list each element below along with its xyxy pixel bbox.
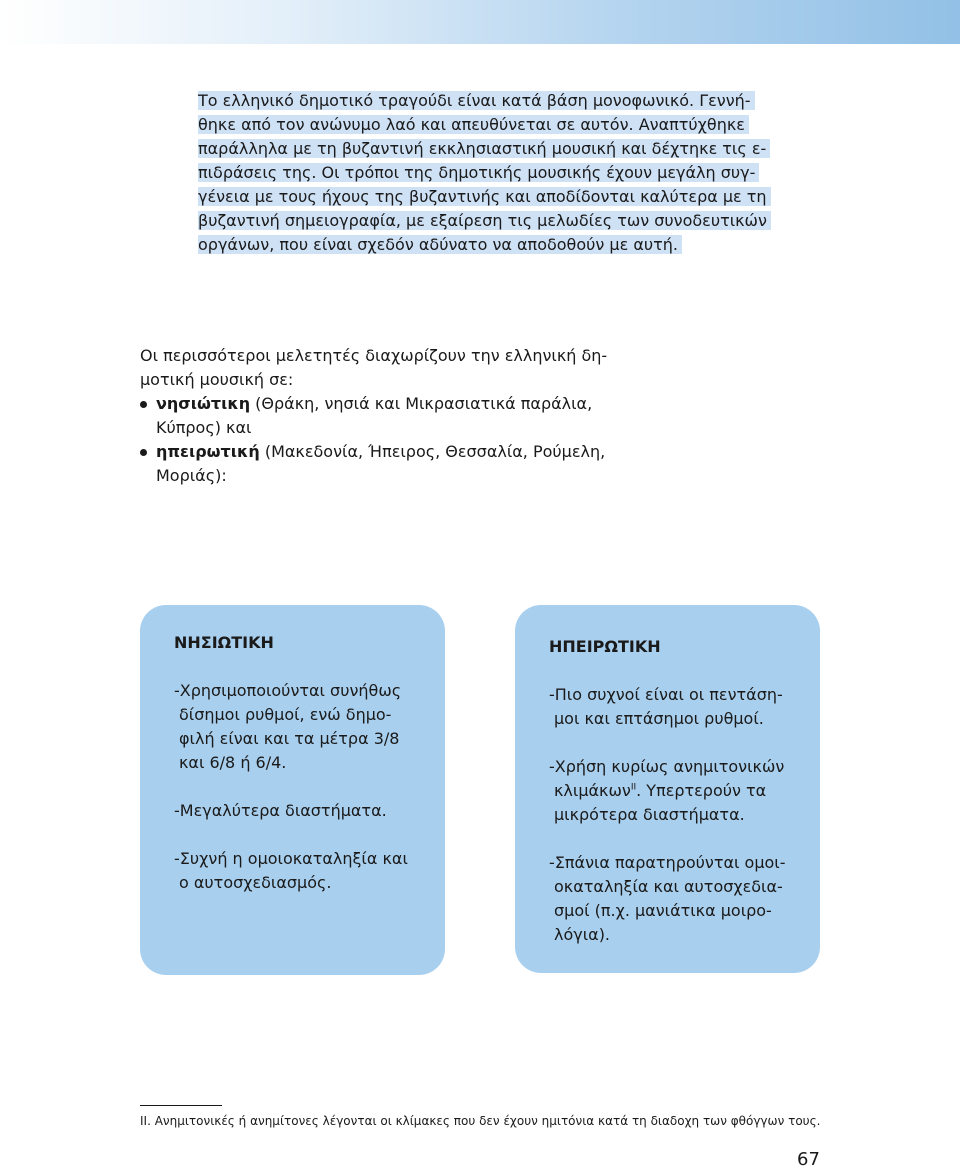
intro-paragraph — [198, 89, 778, 257]
list-item-text: Κύπρος) και — [156, 418, 252, 437]
mainland-music-card — [515, 605, 820, 973]
classification-section — [140, 344, 640, 488]
card-line: -Μεγαλύτερα διαστήματα. — [174, 801, 387, 820]
card-title: ΝΗΣΙΩΤΙΚΗ — [174, 633, 274, 652]
bullet-icon — [140, 449, 147, 456]
header-gradient-bar — [0, 0, 960, 44]
intro-line: θηκε από τον ανώνυμο λαό και απευθύνεται σε αυτόν. Αναπτύχθηκε — [198, 113, 778, 137]
footnote: II. Ανημιτονικές ή ανημίτονες λέγονται οι κλίμακες που δεν έχουν ημιτόνια κατά τη διαδοχη των φθόγγων τους. — [140, 1114, 821, 1128]
list-item — [140, 440, 640, 488]
card-paragraph — [549, 851, 820, 947]
card-line: μικρότερα διαστήματα. — [554, 805, 745, 824]
list-item-line — [156, 392, 640, 416]
card-paragraph — [174, 679, 445, 775]
card-text: κλιμάκων — [554, 781, 631, 800]
bullet-icon — [140, 401, 147, 408]
list-item-text: Μοριάς): — [156, 466, 227, 485]
card-line: -Συχνή η ομοιοκαταληξία και — [174, 849, 408, 868]
card-line: -Χρησιμοποιούνται συνήθως — [174, 681, 402, 700]
intro-line: οργάνων, που είναι σχεδόν αδύνατο να αποδοθούν με αυτή. — [198, 233, 778, 257]
classification-list — [140, 392, 640, 488]
intro-line: παράλληλα με τη βυζαντινή εκκλησιαστική μουσική και δέχτηκε τις ε- — [198, 137, 778, 161]
card-line: και 6/8 ή 6/4. — [179, 753, 287, 772]
card-line — [549, 779, 820, 803]
card-text: . Υπερτερούν τα — [636, 781, 767, 800]
intro-line: πιδράσεις της. Οι τρόποι της δημοτικής μουσικής έχουν μεγάλη συγ- — [198, 161, 778, 185]
list-item-text: (Θράκη, νησιά και Μικρασιατικά παράλια, — [250, 394, 593, 413]
page-number: 67 — [797, 1149, 820, 1170]
card-line: -Πιο συχνοί είναι οι πεντάση- — [549, 685, 783, 704]
section-text-line: Οι περισσότεροι μελετητές διαχωρίζουν την ελληνική δη- — [140, 346, 608, 365]
card-paragraph — [174, 847, 445, 895]
card-line: λόγια). — [554, 925, 611, 944]
footnote-ref: II — [630, 782, 637, 793]
list-item-line — [156, 440, 640, 464]
card-line: -Χρήση κυρίως ανημιτονικών — [549, 757, 785, 776]
card-paragraph — [549, 683, 820, 731]
card-line: σμοί (π.χ. μανιάτικα μοιρο- — [554, 901, 772, 920]
card-line: μοι και επτάσημοι ρυθμοί. — [554, 709, 764, 728]
card-paragraph — [549, 755, 820, 827]
island-music-card — [140, 605, 445, 975]
list-item — [140, 392, 640, 440]
footnote-divider — [140, 1105, 222, 1106]
card-line: ο αυτοσχεδιασμός. — [179, 873, 332, 892]
list-item-term: ηπειρωτική — [156, 442, 260, 461]
list-item-term: νησιώτικη — [156, 394, 251, 413]
card-title: ΗΠΕΙΡΩΤΙΚΗ — [549, 637, 661, 656]
card-line: -Σπάνια παρατηρούνται ομοι- — [549, 853, 786, 872]
card-line: οκαταληξία και αυτοσχεδια- — [554, 877, 783, 896]
intro-line: γένεια με τους ήχους της βυζαντινής και αποδίδονται καλύτερα με τη — [198, 185, 778, 209]
card-paragraph — [174, 799, 445, 823]
card-line: δίσημοι ρυθμοί, ενώ δημο- — [179, 705, 392, 724]
intro-line: βυζαντινή σημειογραφία, με εξαίρεση τις μελωδίες των συνοδευτικών — [198, 209, 778, 233]
card-line: φιλή είναι και τα μέτρα 3/8 — [179, 729, 400, 748]
list-item-text: (Μακεδονία, Ήπειρος, Θεσσαλία, Ρούμελη, — [259, 442, 606, 461]
section-text-line: μοτική μουσική σε: — [140, 370, 294, 389]
intro-line: Το ελληνικό δημοτικό τραγούδι είναι κατά βάση μονοφωνικό. Γεννή- — [198, 89, 778, 113]
